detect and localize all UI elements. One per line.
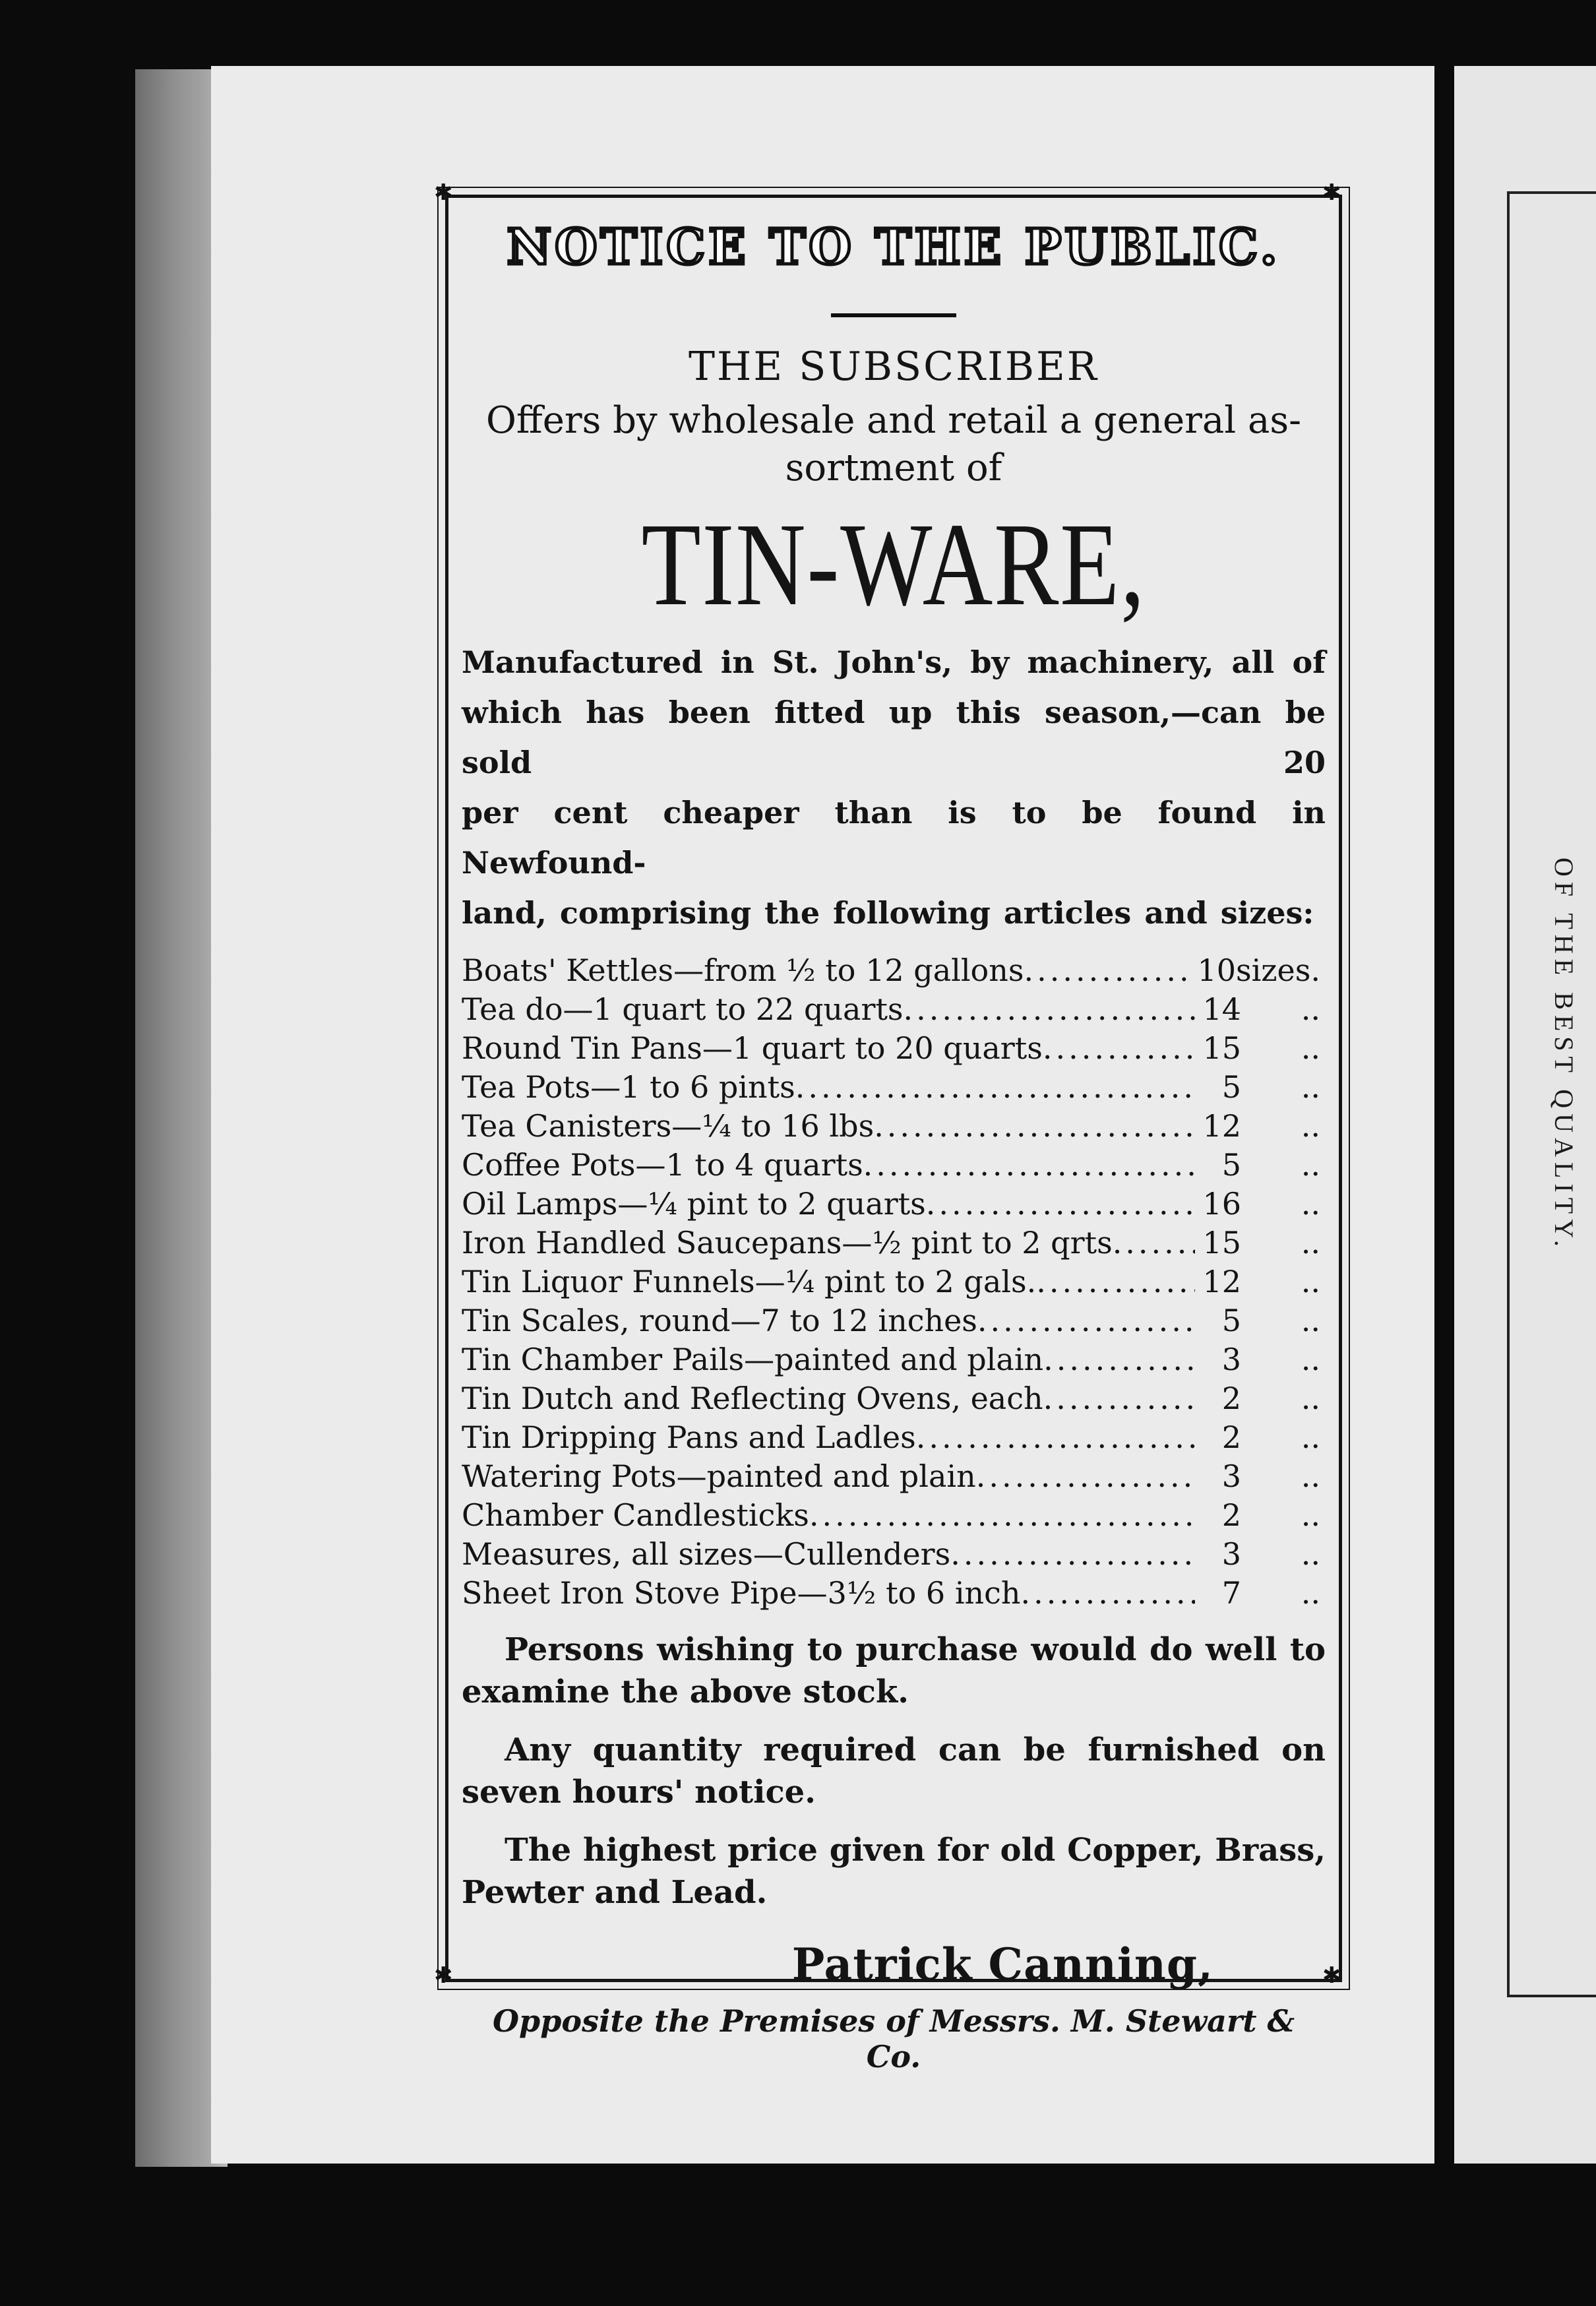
item-name: Tin Chamber Pails—painted and plain (462, 1342, 1044, 1377)
leader-dots (809, 1496, 1195, 1535)
item-count: 15 (1202, 1030, 1241, 1066)
item-name: Watering Pots—painted and plain (462, 1458, 976, 1494)
item-count: 3 (1221, 1342, 1241, 1377)
item-name: Coffee Pots—1 to 4 quarts (462, 1147, 863, 1183)
item-count: 2 (1221, 1497, 1241, 1533)
description-line: per cent cheaper than is to be found in Newfound- (462, 795, 1326, 881)
item-unit: .. (1301, 1108, 1320, 1144)
item-list (462, 951, 1326, 1613)
corner-ornament-bottom-left: ✱ (434, 1962, 453, 1989)
list-item (462, 1301, 1326, 1340)
leader-dots (863, 1146, 1195, 1185)
item-name: Tin Liquor Funnels—¼ pint to 2 gals. (462, 1264, 1037, 1299)
leader-dots (904, 990, 1195, 1029)
leader-dots (1024, 951, 1190, 990)
corner-ornament-top-left: ✱ (434, 179, 453, 206)
list-item (462, 1340, 1326, 1379)
leader-dots (874, 1107, 1195, 1146)
item-unit: .. (1301, 1497, 1320, 1533)
item-count: 5 (1221, 1069, 1241, 1105)
corner-ornament-bottom-right: ✱ (1322, 1962, 1341, 1989)
list-item (462, 990, 1326, 1029)
item-count: 2 (1221, 1419, 1241, 1455)
item-name: Iron Handled Saucepans—½ pint to 2 qrts (462, 1225, 1113, 1261)
item-name: Measures, all sizes—Cullenders (462, 1536, 951, 1572)
item-count: 14 (1202, 991, 1241, 1027)
list-item (462, 951, 1326, 990)
list-item (462, 1457, 1326, 1496)
list-item (462, 1418, 1326, 1457)
adjacent-page-text: OF THE BEST QUALITY. (1549, 857, 1579, 1252)
corner-ornament-top-right: ✱ (1322, 179, 1341, 206)
list-item (462, 1068, 1326, 1107)
item-unit: .. (1301, 1069, 1320, 1105)
item-name: Sheet Iron Stove Pipe—3½ to 6 inch (462, 1575, 1021, 1611)
list-item (462, 1224, 1326, 1262)
list-item (462, 1107, 1326, 1146)
leader-dots (950, 1535, 1195, 1574)
quantity-paragraph: Any quantity required can be furnished on seven hours' notice. (462, 1731, 1326, 1811)
item-name: Tea Canisters—¼ to 16 lbs (462, 1108, 875, 1144)
leader-dots (977, 1301, 1195, 1340)
leader-dots (976, 1457, 1195, 1496)
offers-line-2: sortment of (785, 447, 1002, 489)
item-unit: .. (1301, 1575, 1320, 1611)
item-unit: .. (1301, 1381, 1320, 1416)
item-count: 10 (1197, 952, 1236, 988)
description-line: Manufactured in St. John's, by machinery, all of (462, 644, 1326, 680)
subscriber-line: THE SUBSCRIBER (689, 344, 1099, 390)
item-unit: .. (1301, 1225, 1320, 1261)
list-item (462, 1029, 1326, 1068)
item-name: Tea do—1 quart to 22 quarts (462, 991, 904, 1027)
item-count: 7 (1221, 1575, 1241, 1611)
item-name: Tea Pots—1 to 6 pints (462, 1069, 795, 1105)
leader-dots (1036, 1262, 1195, 1301)
item-unit: .. (1301, 1458, 1320, 1494)
offers-line (462, 397, 1326, 492)
description-line: which has been fitted up this season,—can be sold 20 (462, 695, 1326, 780)
notice-heading: NOTICE TO THE PUBLIC. (506, 219, 1281, 276)
address-line: Opposite the Premises of Messrs. M. Stewart & Co. (492, 2003, 1295, 2074)
leader-dots (795, 1068, 1195, 1107)
item-count: 15 (1202, 1225, 1241, 1261)
item-unit: .. (1301, 1342, 1320, 1377)
item-unit: sizes. (1235, 952, 1320, 988)
list-item (462, 1496, 1326, 1535)
leader-dots (1043, 1379, 1195, 1418)
list-item (462, 1574, 1326, 1613)
leader-dots (1043, 1029, 1195, 1068)
advertisement-content (462, 218, 1326, 2074)
item-unit: .. (1301, 1264, 1320, 1299)
item-count: 3 (1221, 1458, 1241, 1494)
item-count: 3 (1221, 1536, 1241, 1572)
leader-dots (916, 1418, 1195, 1457)
item-unit: .. (1301, 1303, 1320, 1338)
offers-line-1: Offers by wholesale and retail a general as- (486, 399, 1301, 442)
price-paragraph: The highest price given for old Copper, Brass, Pewter and Lead. (462, 1832, 1326, 1911)
item-count: 16 (1202, 1186, 1241, 1222)
item-unit: .. (1301, 1147, 1320, 1183)
purchase-paragraph: Persons wishing to purchase would do well to examine the above stock. (462, 1631, 1326, 1710)
item-unit: .. (1301, 1419, 1320, 1455)
description-line: land, comprising the following articles and sizes: (462, 895, 1314, 931)
item-unit: .. (1301, 1536, 1320, 1572)
item-count: 12 (1202, 1264, 1241, 1299)
item-count: 5 (1221, 1303, 1241, 1338)
item-name: Boats' Kettles—from ½ to 12 gallons (462, 952, 1024, 988)
item-name: Round Tin Pans—1 quart to 20 quarts (462, 1030, 1043, 1066)
list-item (462, 1379, 1326, 1418)
leader-dots (1043, 1340, 1195, 1379)
item-name: Oil Lamps—¼ pint to 2 quarts (462, 1186, 926, 1222)
item-name: Tin Dripping Pans and Ladles (462, 1419, 916, 1455)
signature: Patrick Canning, (791, 1939, 1213, 1990)
item-unit: .. (1301, 1030, 1320, 1066)
list-item (462, 1185, 1326, 1224)
item-unit: .. (1301, 1186, 1320, 1222)
item-unit: .. (1301, 991, 1320, 1027)
item-count: 12 (1202, 1108, 1241, 1144)
item-count: 5 (1221, 1147, 1241, 1183)
item-count: 2 (1221, 1381, 1241, 1416)
list-item (462, 1535, 1326, 1574)
item-name: Tin Scales, round—7 to 12 inches (462, 1303, 977, 1338)
heading-divider (831, 313, 956, 317)
leader-dots (926, 1185, 1195, 1224)
leader-dots (1021, 1574, 1195, 1613)
list-item (462, 1146, 1326, 1185)
item-name: Chamber Candlesticks (462, 1497, 809, 1533)
list-item (462, 1262, 1326, 1301)
product-title: TIN-WARE, (641, 499, 1146, 630)
leader-dots (1113, 1224, 1195, 1262)
item-name: Tin Dutch and Reflecting Ovens, each (462, 1381, 1043, 1416)
